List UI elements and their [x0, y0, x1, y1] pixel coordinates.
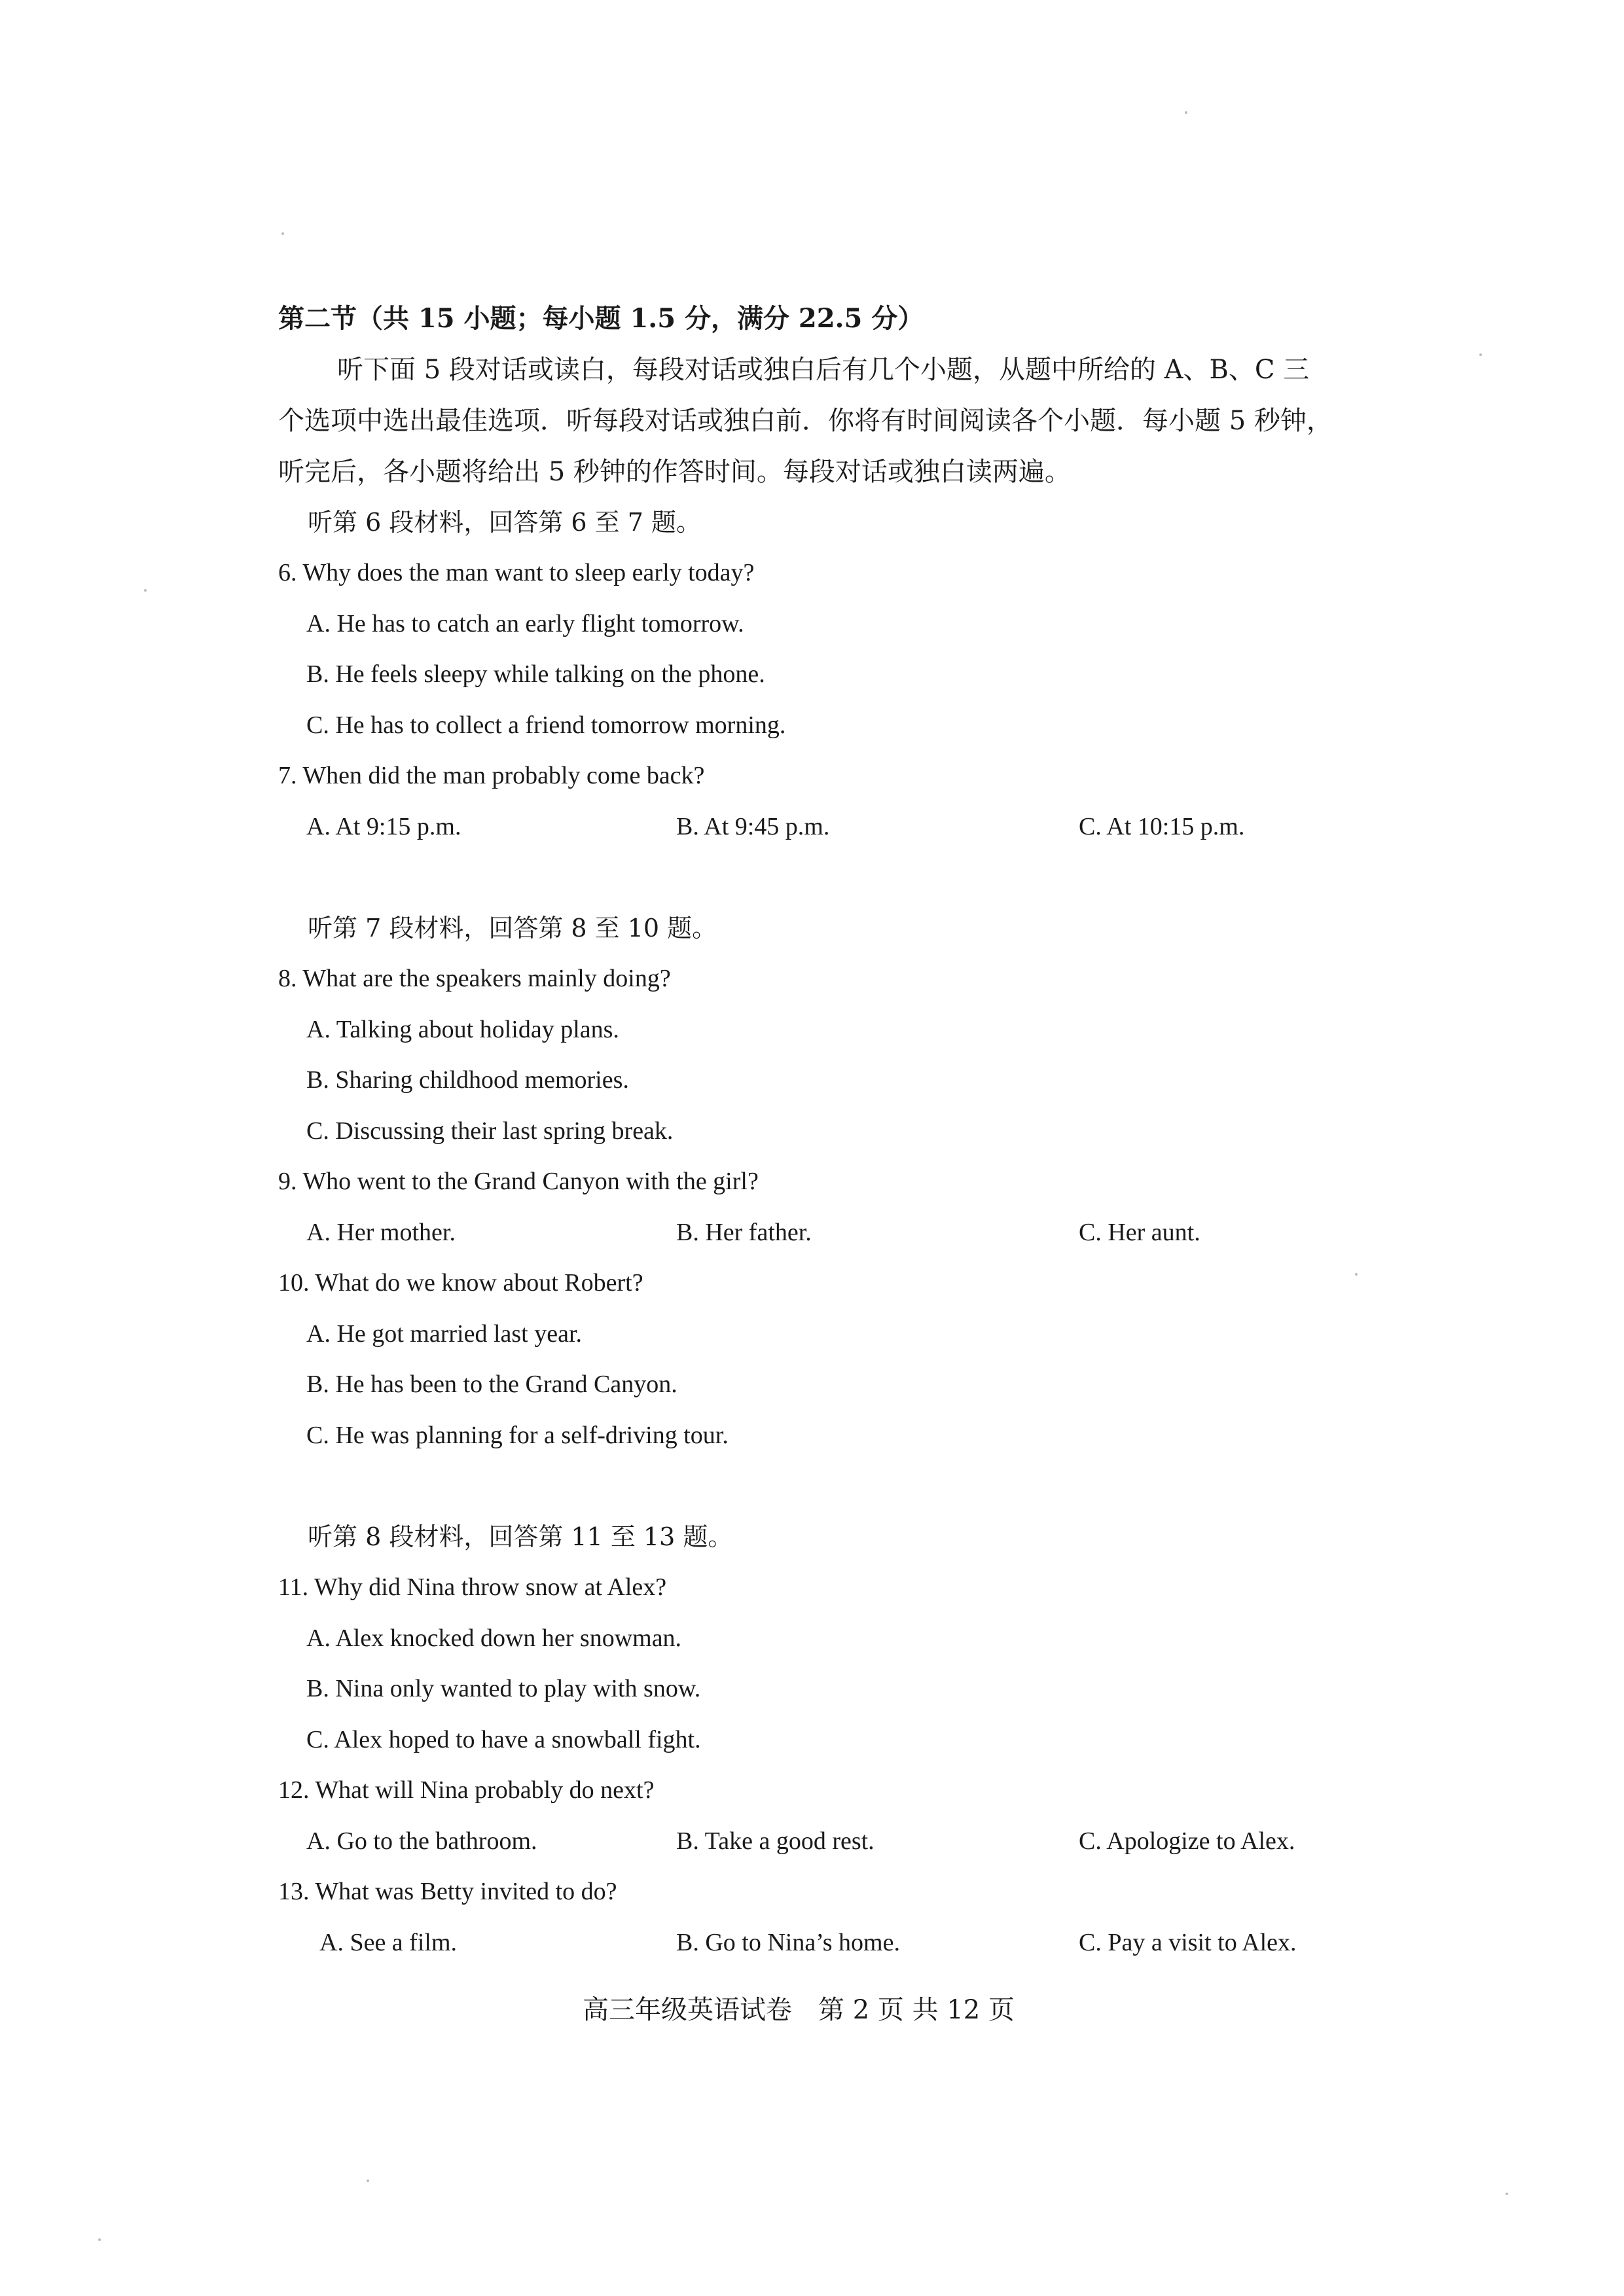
- question-8-option-b: B. Sharing childhood memories.: [306, 1066, 629, 1094]
- question-13-option-a: A. See a film.: [319, 1929, 458, 1956]
- question-7-option-b: B. At 9:45 p.m.: [676, 813, 830, 840]
- scan-speck: [1355, 1273, 1358, 1276]
- part-instruction: 听第 7 段材料，回答第 8 至 10 题。: [308, 914, 717, 942]
- question-13-option-b: B. Go to Nina’s home.: [676, 1929, 900, 1956]
- intro-line-3: 听完后，各小题将给出 5 秒钟的作答时间。每段对话或独白读两遍。: [278, 457, 1071, 487]
- question-9-options: [0, 1216, 1624, 1249]
- scan-speck: [367, 2179, 369, 2182]
- question-13-option-c: C. Pay a visit to Alex.: [1079, 1929, 1297, 1956]
- question-10-option-a: A. He got married last year.: [306, 1320, 583, 1348]
- scan-speck: [98, 2238, 101, 2241]
- question-11-option-a: A. Alex knocked down her snowman.: [306, 1624, 682, 1652]
- question-12-options: [0, 1825, 1624, 1857]
- section-heading: 第二节（共 15 小题；每小题 1.5 分，满分 22.5 分）: [278, 303, 924, 334]
- part-instruction: 听第 8 段材料，回答第 11 至 13 题。: [308, 1522, 733, 1551]
- question-6-option-b: B. He feels sleepy while talking on the phone.: [306, 660, 765, 688]
- question-8-option-c: C. Discussing their last spring break.: [306, 1117, 674, 1145]
- scan-speck: [1185, 111, 1187, 114]
- question-11-option-c: C. Alex hoped to have a snowball fight.: [306, 1726, 701, 1753]
- question-stem-12: 12. What will Nina probably do next?: [278, 1776, 655, 1804]
- question-8-option-a: A. Talking about holiday plans.: [306, 1016, 619, 1043]
- scan-speck: [144, 589, 147, 592]
- question-7-option-a: A. At 9:15 p.m.: [306, 813, 461, 840]
- question-stem-11: 11. Why did Nina throw snow at Alex?: [278, 1573, 667, 1601]
- question-7-option-c: C. At 10:15 p.m.: [1079, 813, 1245, 840]
- question-stem-7: 7. When did the man probably come back?: [278, 762, 705, 789]
- question-9-option-a: A. Her mother.: [306, 1219, 456, 1246]
- question-6-option-a: A. He has to catch an early flight tomorrow.: [306, 610, 744, 637]
- question-9-option-c: C. Her aunt.: [1079, 1219, 1200, 1246]
- question-stem-8: 8. What are the speakers mainly doing?: [278, 965, 671, 992]
- question-stem-13: 13. What was Betty invited to do?: [278, 1878, 617, 1905]
- question-stem-6: 6. Why does the man want to sleep early today?: [278, 559, 755, 586]
- scan-speck: [281, 232, 284, 235]
- part-instruction: 听第 6 段材料，回答第 6 至 7 题。: [308, 508, 702, 537]
- question-10-option-b: B. He has been to the Grand Canyon.: [306, 1371, 677, 1398]
- page-footer: 高三年级英语试卷 第 2 页 共 12 页: [583, 1995, 1015, 2025]
- question-12-option-b: B. Take a good rest.: [676, 1827, 875, 1855]
- intro-line-2: 个选项中选出最佳选项．听每段对话或独白前．你将有时间阅读各个小题．每小题 5 秒钟，: [278, 406, 1333, 436]
- scan-speck: [1479, 353, 1482, 356]
- question-12-option-c: C. Apologize to Alex.: [1079, 1827, 1295, 1855]
- question-13-options: [0, 1926, 1624, 1959]
- question-12-option-a: A. Go to the bathroom.: [306, 1827, 537, 1855]
- question-7-options: [0, 810, 1624, 843]
- question-10-option-c: C. He was planning for a self-driving tour.: [306, 1422, 729, 1449]
- question-9-option-b: B. Her father.: [676, 1219, 812, 1246]
- question-6-option-c: C. He has to collect a friend tomorrow morning.: [306, 711, 786, 739]
- scan-speck: [1506, 2193, 1508, 2195]
- intro-line-1: 听下面 5 段对话或读白，每段对话或独白后有几个小题，从题中所给的 A、B、C 三: [337, 355, 1310, 385]
- question-stem-9: 9. Who went to the Grand Canyon with the girl?: [278, 1168, 759, 1195]
- question-stem-10: 10. What do we know about Robert?: [278, 1269, 643, 1297]
- question-11-option-b: B. Nina only wanted to play with snow.: [306, 1675, 701, 1702]
